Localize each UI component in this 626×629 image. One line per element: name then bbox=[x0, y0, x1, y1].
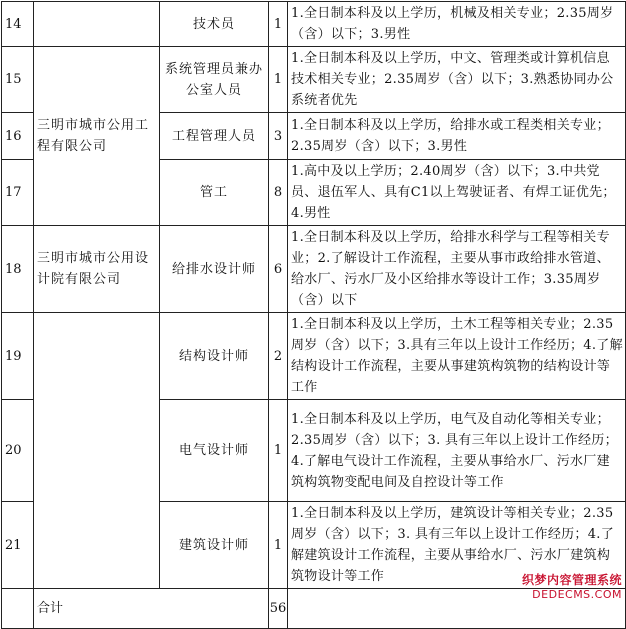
recruitment-table bbox=[1, 1, 626, 629]
company-cell: 三明市城市公用设计院有限公司 bbox=[34, 226, 160, 313]
requirements-cell: 1.全日制本科及以上学历，建筑设计等相关专业；2.35周岁（含）以下；3. 具有三年以上设计工作经历；4.了解建筑设计工作流程，主要从事给水厂、污水厂建筑构筑物设计等工作 bbox=[288, 502, 626, 589]
count-cell: 1 bbox=[269, 400, 288, 502]
company-cell bbox=[34, 2, 160, 47]
count-cell: 6 bbox=[269, 226, 288, 313]
company-cell bbox=[34, 313, 160, 589]
row-number: 18 bbox=[2, 226, 34, 313]
position-cell: 技术员 bbox=[160, 2, 269, 47]
row-number: 16 bbox=[2, 113, 34, 160]
row-number: 14 bbox=[2, 2, 34, 47]
requirements-cell: 1.高中及以上学历；2.40周岁（含）以下；3.中共党员、退伍军人、具有C1以上驾驶证者、有焊工证优先；4.男性 bbox=[288, 160, 626, 226]
position-cell: 建筑设计师 bbox=[160, 502, 269, 589]
position-cell: 系统管理员兼办公室人员 bbox=[160, 47, 269, 113]
position-cell: 结构设计师 bbox=[160, 313, 269, 400]
row-number: 19 bbox=[2, 313, 34, 400]
row-number: 20 bbox=[2, 400, 34, 502]
row-number bbox=[2, 589, 34, 629]
table-row bbox=[2, 226, 626, 313]
table-row bbox=[2, 2, 626, 47]
total-label: 合计 bbox=[34, 589, 269, 629]
count-cell: 1 bbox=[269, 2, 288, 47]
requirements-cell: 1.全日制本科及以上学历，土木工程等相关专业；2.35周岁（含）以下；3.具有三年以上设计工作经历；4.了解结构设计工作流程，主要从事建筑构筑物的结构设计等工作 bbox=[288, 313, 626, 400]
position-cell: 电气设计师 bbox=[160, 400, 269, 502]
requirements-cell: 1.全日制本科及以上学历，给排水或工程类相关专业；2.35周岁（含）以下；3.男性 bbox=[288, 113, 626, 160]
requirements-cell: 1.全日制本科及以上学历，机械及相关专业；2.35周岁（含）以下；3.男性 bbox=[288, 2, 626, 47]
count-cell: 1 bbox=[269, 47, 288, 113]
row-number: 21 bbox=[2, 502, 34, 589]
watermark bbox=[522, 571, 622, 601]
requirements-cell: 1.全日制本科及以上学历，电气及自动化等相关专业；2.35周岁（含）以下；3. 具有三年以上设计工作经历；4.了解电气设计工作流程，主要从事给水厂、污水厂建筑构筑物变配电间及自控设计等工作 bbox=[288, 400, 626, 502]
count-cell: 8 bbox=[269, 160, 288, 226]
watermark-title: 织梦内容管理系统 bbox=[521, 573, 622, 587]
watermark-domain: DEDECMS.COM bbox=[532, 588, 622, 601]
table-row bbox=[2, 313, 626, 400]
company-cell: 三明市城市公用工程有限公司 bbox=[34, 47, 160, 226]
requirements-cell: 1.全日制本科及以上学历，中文、管理类或计算机信息技术相关专业；2.35周岁（含）以下；3.熟悉协同办公系统者优先 bbox=[288, 47, 626, 113]
row-number: 17 bbox=[2, 160, 34, 226]
position-cell: 工程管理人员 bbox=[160, 113, 269, 160]
position-cell: 给排水设计师 bbox=[160, 226, 269, 313]
requirements-cell: 1.全日制本科及以上学历，给排水科学与工程等相关专业；2.了解设计工作流程，主要从事市政给排水管道、给水厂、污水厂及小区给排水等设计工作；3.35周岁（含）以下 bbox=[288, 226, 626, 313]
count-cell: 2 bbox=[269, 313, 288, 400]
table-row bbox=[2, 47, 626, 113]
row-number: 15 bbox=[2, 47, 34, 113]
total-count: 56 bbox=[269, 589, 288, 629]
position-cell: 管工 bbox=[160, 160, 269, 226]
count-cell: 3 bbox=[269, 113, 288, 160]
count-cell: 1 bbox=[269, 502, 288, 589]
